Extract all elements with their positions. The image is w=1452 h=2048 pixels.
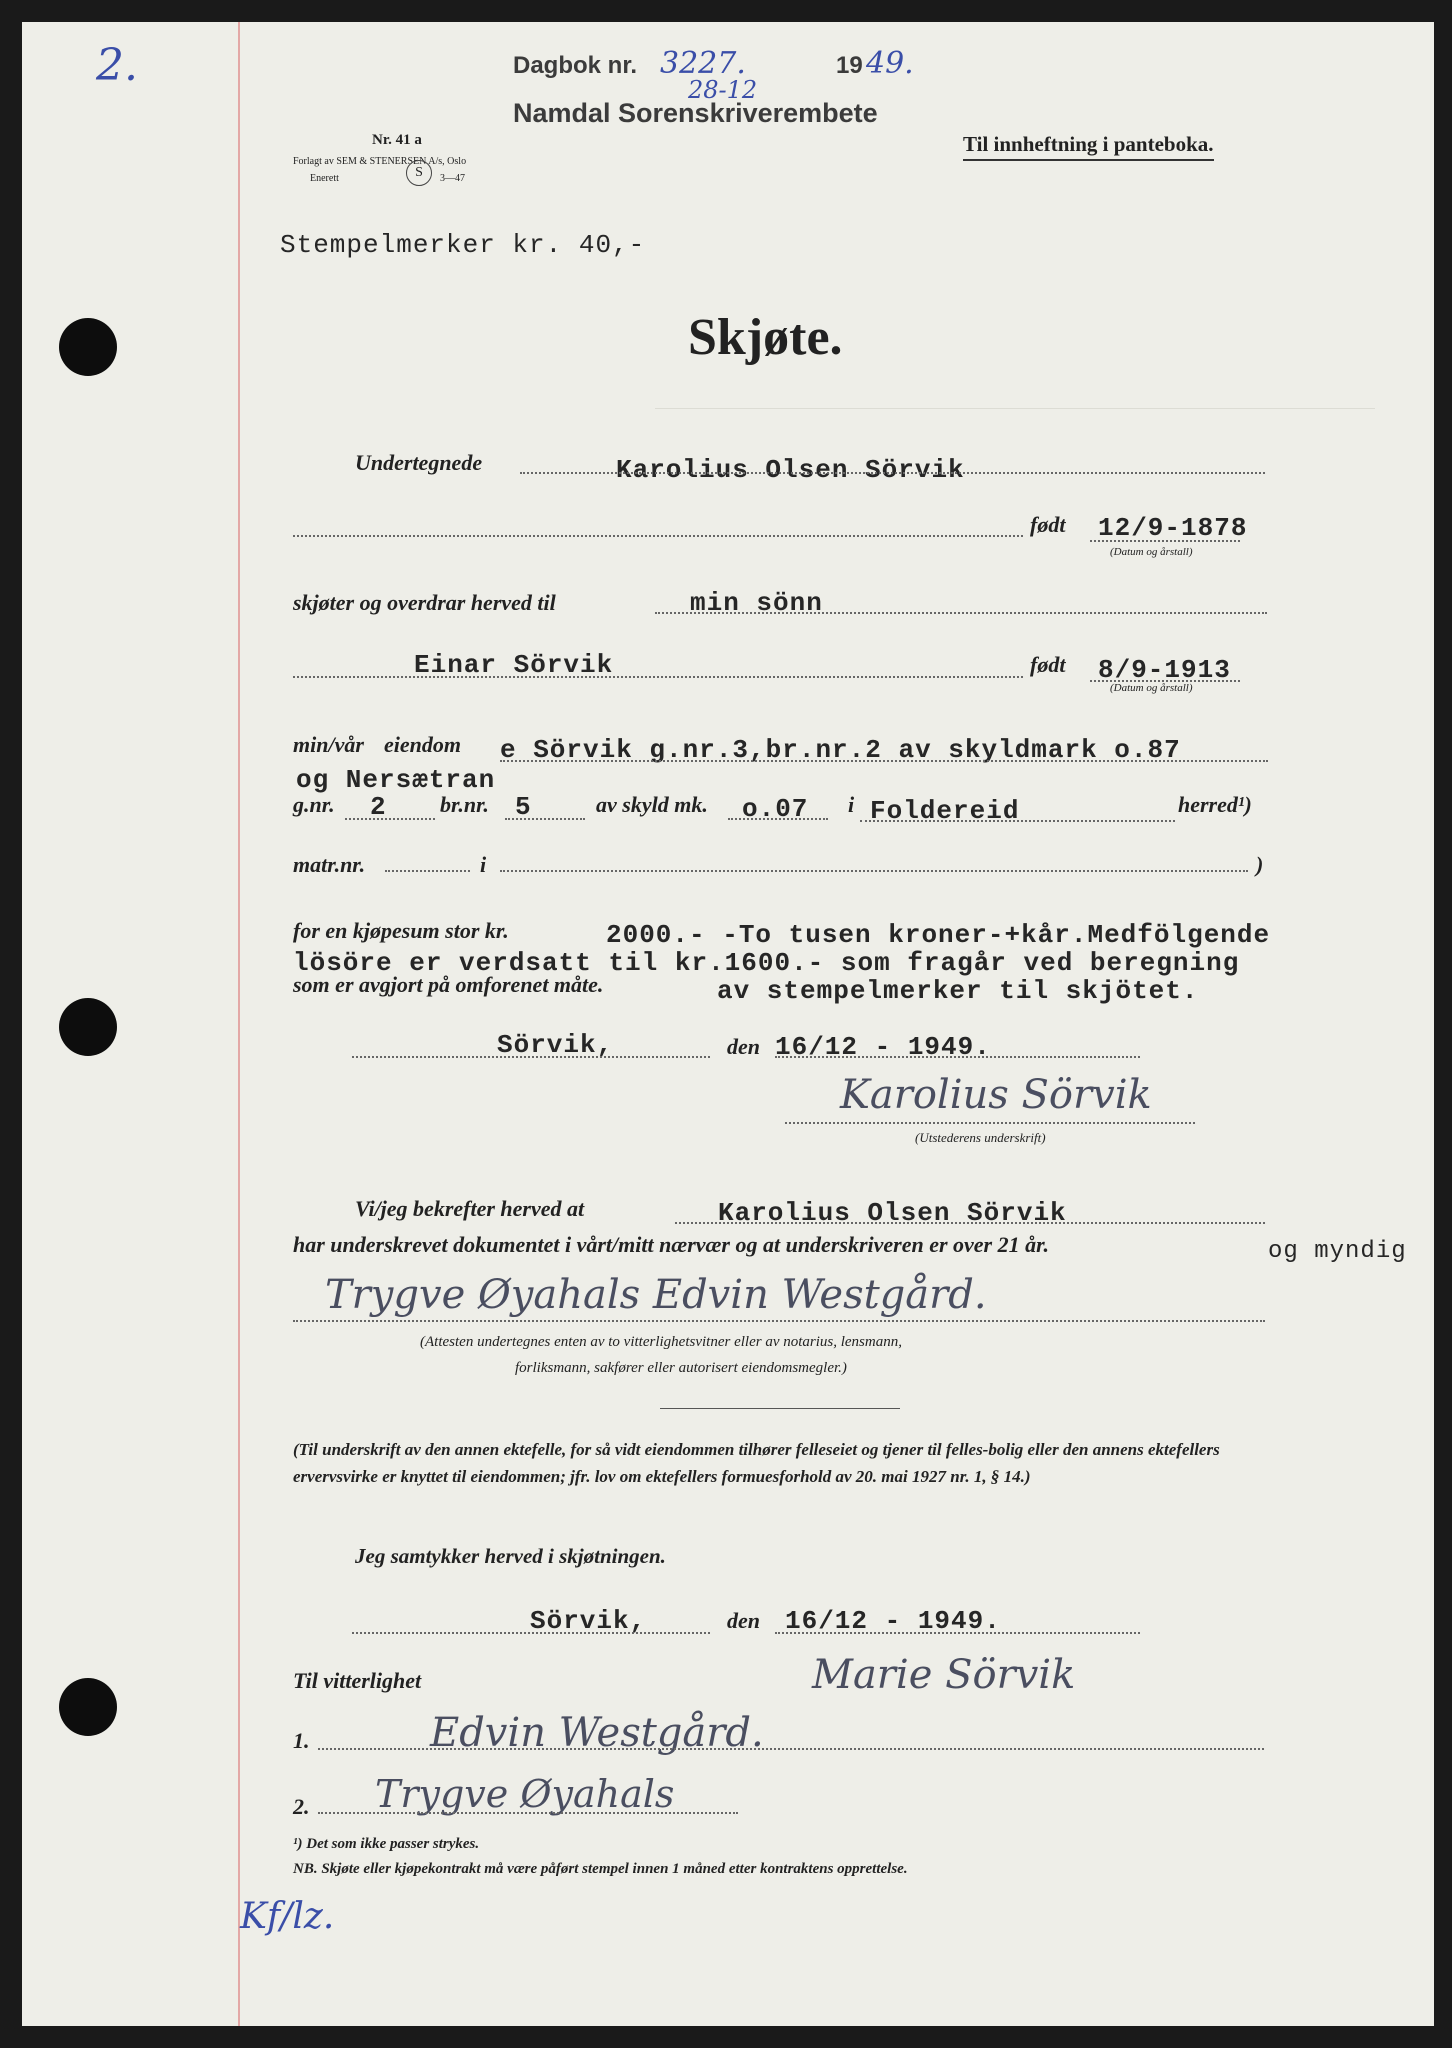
place-line: [352, 1056, 710, 1058]
faint-rule: [655, 408, 1375, 409]
witness-caption1: (Attesten undertegnes enten av to vitterlighetsvitner eller av notarius, lensmann,: [420, 1334, 902, 1350]
seller-name: Karolius Olsen Sörvik: [616, 455, 965, 485]
matr-i-label: i: [480, 852, 487, 877]
gnr-line: [345, 818, 435, 820]
buyer-born-label: født: [1030, 652, 1066, 677]
filing-note: Til innheftning i panteboka.: [963, 132, 1214, 161]
spouse-note: (Til underskrift av den annen ektefelle, for så vidt eiendommen tilhører felleseiet og tjener til felles-bolig eller den annens ektefellers ervervsvirke er knyttet til eiendommen; jfr. lov om ektefellers formuesforhold av 20. mai 1927 nr. 1, § 14.): [293, 1440, 1220, 1486]
consent-place: Sörvik,: [530, 1606, 647, 1636]
signing-den-label: den: [727, 1034, 760, 1059]
witness-signature-line: [293, 1320, 1265, 1322]
witness-name-line: [675, 1222, 1265, 1224]
form-year: 3—47: [440, 173, 465, 184]
footnote-1: ¹) Det som ikke passer strykes.: [293, 1836, 480, 1852]
witness-caption2: forliksmann, sakfører eller autorisert eiendomsmegler.): [515, 1360, 847, 1376]
footnote-nb: NB. Skjøte eller kjøpekontrakt må være påført stempel innen 1 måned etter kontraktens opprettelse.: [293, 1861, 908, 1877]
stamp-duty: Stempelmerker kr. 40,-: [280, 230, 646, 260]
transfer-line: [655, 612, 1267, 614]
gnr-value: 2: [370, 792, 387, 822]
witness2-line: [318, 1812, 738, 1814]
transfer-label: skjøter og overdrar herved til: [293, 590, 556, 615]
signature-line: [785, 1122, 1195, 1124]
property-typed-line2: og Nersætran: [296, 765, 496, 795]
seller-line: [520, 472, 1265, 474]
witnesses-label: Til vitterlighet: [293, 1668, 422, 1693]
buyer-born-date: 8/9-1913: [1098, 655, 1231, 685]
herred-label: herred¹): [1178, 792, 1252, 817]
witness1-line: [318, 1748, 1264, 1750]
buyer-date-hint: (Datum og årstall): [1110, 682, 1193, 694]
office-stamp: Namdal Sorenskriverembete: [513, 98, 878, 128]
i-label: i: [848, 792, 855, 817]
herred-line: [860, 820, 1175, 822]
witness-label1: Vi/jeg bekrefter herved at: [355, 1196, 585, 1221]
consent-den-label: den: [727, 1608, 760, 1633]
price-label: for en kjøpesum stor kr.: [293, 918, 509, 943]
buyer-name: Einar Sörvik: [414, 650, 614, 680]
consent-place-line: [352, 1632, 710, 1634]
dagbok-year-prefix: 19: [836, 52, 863, 79]
seller-born-label: født: [1030, 512, 1066, 537]
dagbok-label: Dagbok nr.: [513, 52, 638, 79]
form-rights: Enerett: [310, 173, 339, 184]
seller-date-hint: (Datum og årstall): [1110, 546, 1193, 558]
signing-date: 16/12 - 1949.: [775, 1032, 991, 1062]
dagbok-date: 28-12: [688, 76, 758, 104]
witness-attested-name: Karolius Olsen Sörvik: [718, 1198, 1067, 1228]
witness-signatures: Trygve Øyahals Edvin Westgård.: [325, 1272, 987, 1318]
dagbok-year: 49.: [866, 46, 914, 81]
skyld-line: [728, 818, 828, 820]
dagbok-number: 3227.: [660, 46, 746, 81]
seller-born-line: [1090, 540, 1240, 542]
price-line1: 2000.- -To tusen kroner-+kår.Medfölgende: [606, 920, 1271, 950]
property-typed-line1: e Sörvik g.nr.3,br.nr.2 av skyldmark o.87: [500, 735, 1181, 765]
punch-hole: [59, 318, 117, 376]
witness2-signature: Trygve Øyahals: [375, 1772, 675, 1816]
gnr-label: g.nr.: [293, 792, 335, 817]
seller-label: Undertegnede: [355, 450, 483, 475]
price-line3: av stempelmerker til skjötet.: [717, 976, 1199, 1006]
date-line: [775, 1056, 1140, 1058]
bnr-label: br.nr.: [440, 792, 489, 817]
signature-caption: (Utstederens underskrift): [915, 1130, 1046, 1145]
skyld-label: av skyld mk.: [596, 792, 708, 817]
property-label-prefix: min/vår: [293, 732, 364, 757]
margin-line: [238, 22, 240, 2026]
consent-date: 16/12 - 1949.: [785, 1606, 1001, 1636]
witness-label2: har underskrevet dokumentet i vårt/mitt nærvær og at underskriveren er over 21 år.: [293, 1232, 1049, 1257]
page-number-mark: 2.: [96, 40, 138, 91]
issuer-signature: Karolius Sörvik: [840, 1072, 1152, 1118]
separator: [660, 1408, 900, 1409]
punch-hole: [59, 1678, 117, 1736]
form-number: Nr. 41 a: [372, 132, 422, 148]
witness2-number: 2.: [293, 1794, 310, 1819]
skyld-value: o.07: [742, 794, 809, 824]
consent-signature: Marie Sörvik: [812, 1652, 1076, 1698]
punch-hole: [59, 998, 117, 1056]
matr-label: matr.nr.: [293, 852, 366, 877]
price-line3-label: som er avgjort på omforenet måte.: [293, 972, 604, 997]
publisher-logo-icon: S: [406, 160, 432, 186]
witness1-signature: Edvin Westgård.: [430, 1710, 764, 1756]
witness1-number: 1.: [293, 1728, 310, 1753]
seller-line-2: [293, 535, 1023, 537]
buyer-line: [293, 676, 1023, 678]
consent-label: Jeg samtykker herved i skjøtningen.: [355, 1544, 666, 1568]
consent-date-line: [775, 1632, 1140, 1634]
transfer-relation: min sönn: [690, 588, 823, 618]
herred-value: Foldereid: [870, 796, 1020, 826]
witness-typed-addition: og myndig: [1268, 1238, 1407, 1265]
bnr-line: [505, 818, 585, 820]
clerk-initials: Kf/lz.: [240, 1896, 335, 1937]
seller-born-date: 12/9-1878: [1098, 513, 1248, 543]
signing-place: Sörvik,: [497, 1030, 614, 1060]
property-label: eiendom: [384, 732, 461, 757]
bnr-value: 5: [515, 792, 532, 822]
matr-herred-line: [500, 870, 1248, 872]
property-line: [500, 760, 1268, 762]
page-title: Skjøte.: [688, 309, 843, 366]
price-line2: lösöre er verdsatt til kr.1600.- som fragår ved beregning: [293, 948, 1240, 978]
form-publisher: Forlagt av SEM & STENERSEN A/s, Oslo: [293, 156, 467, 167]
matr-line: [385, 870, 470, 872]
matr-close: ): [1256, 852, 1264, 877]
